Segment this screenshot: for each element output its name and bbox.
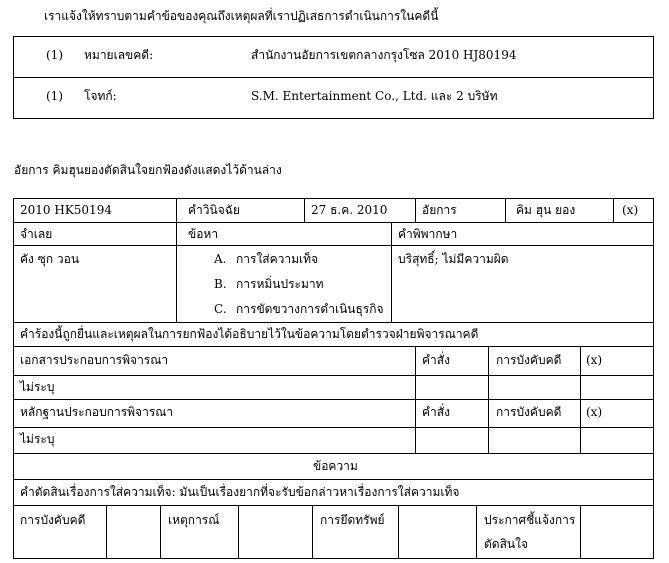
row-rule [13, 453, 654, 454]
charge-text: การใส่ความเท็จ [236, 252, 319, 266]
col-rule [476, 505, 477, 559]
col-rule [176, 222, 177, 322]
col-rule [398, 505, 399, 559]
prosecutor-mark-cell: (x) [622, 203, 639, 217]
row-rule [13, 375, 654, 376]
false-accusation-line: คำตัดสินเรื่องการใส่ความเท็จ: มันเป็นเรื่องยากที่จะรับข้อกล่าวหาเรื่องการใส่ความเท็จ [20, 485, 460, 499]
case-number-label: หมายเลขคดี: [84, 48, 154, 62]
row-rule [13, 427, 654, 428]
message-label: ข้อความ [313, 459, 358, 473]
verdict-value-cell: บริสุทธิ์; ไม่มีความผิด [398, 252, 509, 266]
col-rule [613, 198, 614, 222]
col-rule [505, 198, 506, 222]
footer-enforce-label: การบังคับคดี [20, 513, 86, 527]
col-rule [580, 346, 581, 453]
case-number-value: สำนักงานอัยการเขตกลางกรุงโซล 2010 HJ80194 [251, 48, 517, 62]
case-box-divider [13, 77, 654, 78]
docs-value-cell: ไม่ระบุ [20, 380, 55, 394]
docs-order-label: คำสั่ง [422, 353, 450, 367]
col-rule [391, 222, 392, 322]
docs-label-cell: เอกสารประกอบการพิจารณา [20, 353, 169, 367]
intro-line: เราแจ้งให้ทราบตามคำข้อของคุณถึงเหตุผลที่เราปฏิเสธการดำเนินการในคดีนี้ [44, 9, 439, 23]
charge-text: การหมิ่นประมาท [236, 277, 324, 291]
charge-text: การขัดขวางการดำเนินธุรกิจ [236, 302, 384, 316]
footer-seizure-label: การยึดทรัพย์ [320, 513, 385, 527]
evidence-enforce-label: การบังคับคดี [496, 405, 562, 419]
plaintiff-index: (1) [46, 89, 63, 103]
docs-enforce-label: การบังคับคดี [496, 353, 562, 367]
evidence-mark: (x) [586, 405, 603, 419]
charge-letter: C. [214, 302, 227, 316]
col-rule [312, 505, 313, 559]
prosecutor-label-cell: อัยการ [422, 203, 457, 217]
defendant-name-cell: คัง ซุก วอน [20, 252, 80, 266]
defendant-label-cell: จำเลย [20, 227, 53, 241]
row-rule [13, 322, 654, 323]
evidence-label-cell: หลักฐานประกอบการพิจารณา [20, 405, 174, 419]
verdict-label-cell: คำพิพากษา [398, 227, 458, 241]
evidence-order-label: คำสั่ง [422, 405, 450, 419]
col-rule [106, 505, 107, 559]
row-rule [13, 222, 654, 223]
row-rule [13, 399, 654, 400]
docs-mark: (x) [586, 353, 603, 367]
charge-letter: B. [214, 277, 227, 291]
charges-label-cell: ข้อหา [188, 227, 219, 241]
col-rule [160, 505, 161, 559]
decision-heading: อัยการ คิมฮุนยองตัดสินใจยกฟ้องดังแสดงไว้ด้านล่าง [14, 163, 282, 177]
col-rule [415, 198, 416, 222]
ruling-date-cell: 27 ธ.ค. 2010 [311, 203, 388, 217]
ruling-label-cell: คำวินิจฉัย [188, 203, 240, 217]
dismissal-note: คำร้องนี้ถูกยื่นและเหตุผลในการยกฟ้องได้อธิบายไว้ในข้อความโดยตำรวจฝ่ายพิจารณาคดี [20, 327, 479, 341]
footer-notice-line1: ประกาศชี้แจ้งการ [484, 513, 576, 527]
evidence-value-cell: ไม่ระบุ [20, 432, 55, 446]
col-rule [580, 505, 581, 559]
row-rule [13, 346, 654, 347]
col-rule [304, 198, 305, 222]
row-rule [13, 479, 654, 480]
plaintiff-label: โจทก์: [84, 89, 117, 103]
col-rule [488, 346, 489, 453]
prosecutor-name-cell: คิม ฮุน ยอง [516, 203, 576, 217]
case-no-cell: 2010 HK50194 [20, 203, 112, 217]
footer-notice-line2: ตัดสินใจ [484, 537, 529, 551]
col-rule [176, 198, 177, 222]
row-rule [13, 505, 654, 506]
case-number-index: (1) [46, 48, 63, 62]
col-rule [238, 505, 239, 559]
row-rule [13, 245, 654, 246]
footer-incident-label: เหตุการณ์ [168, 513, 220, 527]
charge-letter: A. [214, 252, 227, 266]
plaintiff-value: S.M. Entertainment Co., Ltd. และ 2 บริษัท [251, 89, 498, 103]
col-rule [415, 346, 416, 453]
